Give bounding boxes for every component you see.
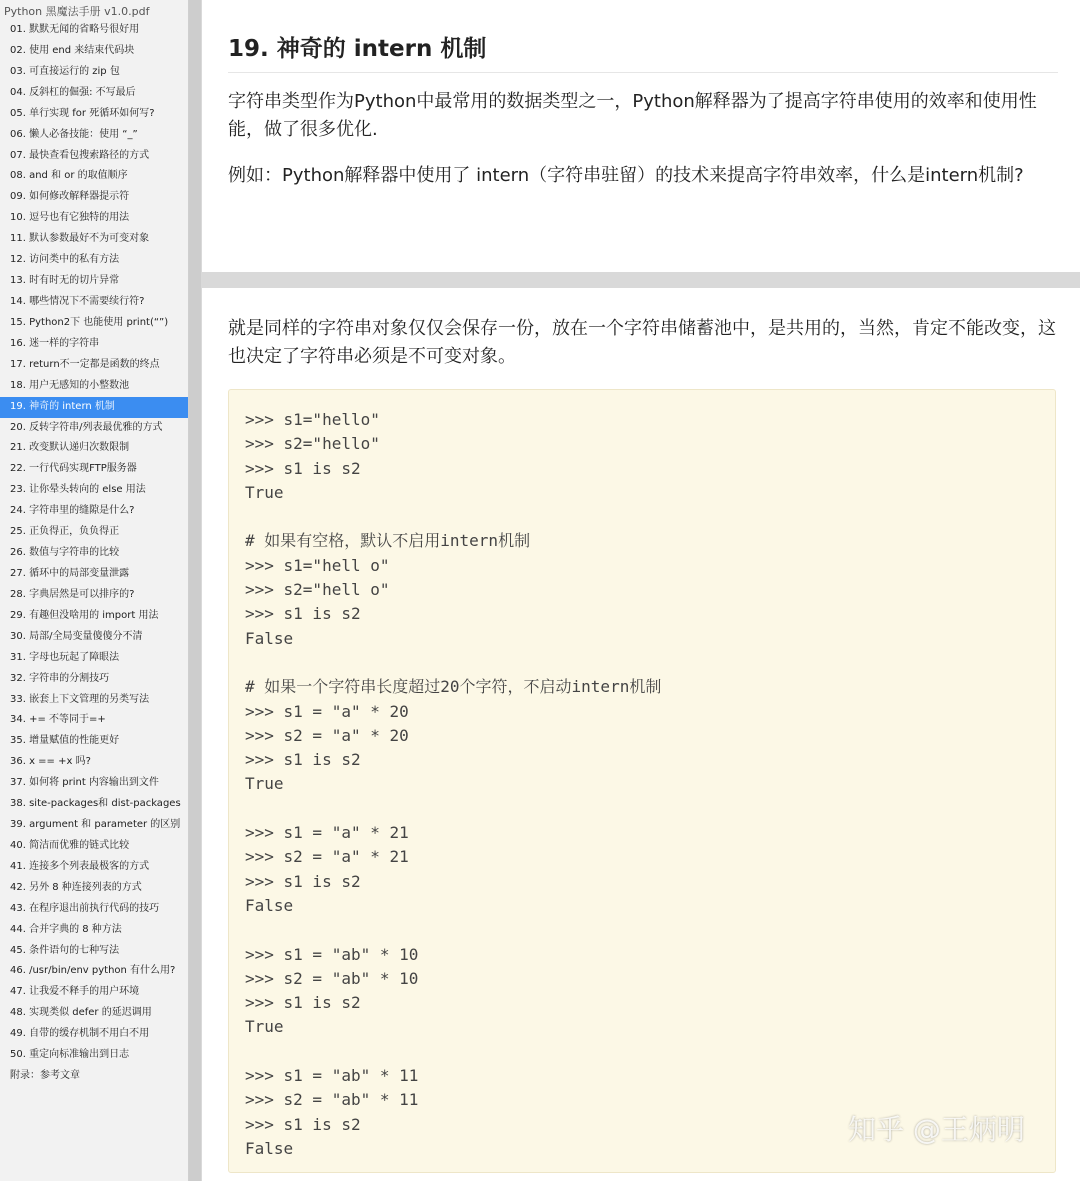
outline-item[interactable]: 08. and 和 or 的取值顺序 — [10, 170, 128, 182]
code-line: # 如果一个字符串长度超过20个字符，不启动intern机制 — [245, 677, 662, 697]
outline-item[interactable]: 43. 在程序退出前执行代码的技巧 — [10, 902, 160, 914]
code-line: >>> s1 = "ab" * 11 — [245, 1066, 419, 1086]
code-line: >>> s1="hello" — [245, 410, 380, 429]
outline-item[interactable]: 29. 有趣但没啥用的 import 用法 — [10, 609, 159, 621]
code-line: >>> s1 = "a" * 21 — [245, 823, 409, 843]
code-line — [245, 505, 661, 529]
outline-item[interactable]: 34. += 不等同于=+ — [10, 714, 106, 726]
question-paragraph: 例如：Python解释器中使用了 intern（字符串驻留）的技术来提高字符串效率，什么是intern机制? — [228, 165, 1024, 186]
outline-item[interactable]: 37. 如何将 print 内容输出到文件 — [10, 777, 159, 789]
code-line: False — [245, 628, 294, 648]
outline-item[interactable]: 01. 默默无闻的省略号很好用 — [10, 24, 140, 35]
outline-item[interactable]: 48. 实现类似 defer 的延迟调用 — [10, 1007, 152, 1019]
outline-item[interactable]: 31. 字母也玩起了障眼法 — [10, 651, 120, 663]
code-lines — [245, 408, 661, 1161]
outline-item[interactable]: 46. /usr/bin/env python 有什么用? — [10, 965, 176, 977]
code-line — [245, 1040, 661, 1064]
code-block — [228, 389, 1056, 1173]
outline-item[interactable]: 26. 数值与字符串的比较 — [10, 547, 120, 559]
code-line: >>> s2 = "a" * 20 — [245, 725, 409, 745]
outline-item[interactable]: 14. 哪些情况下不需要续行符? — [10, 295, 145, 307]
outline-item[interactable]: 13. 时有时无的切片异常 — [10, 275, 120, 287]
outline-item[interactable]: 27. 循环中的局部变量泄露 — [10, 567, 130, 579]
outline-item[interactable]: 04. 反斜杠的倔强: 不写最后 — [10, 86, 136, 98]
code-line: >>> s1 = "ab" * 10 — [245, 944, 419, 964]
outline-item[interactable]: 23. 让你晕头转向的 else 用法 — [10, 484, 146, 496]
code-line — [245, 797, 661, 821]
outline-item[interactable]: 06. 懒人必备技能：使用 “_” — [10, 128, 138, 140]
outline-item[interactable]: 47. 让我爱不释手的用户环境 — [10, 986, 140, 998]
outline-item[interactable]: 50. 重定向标准输出到日志 — [10, 1049, 130, 1061]
outline-item[interactable]: 02. 使用 end 来结束代码块 — [10, 44, 135, 56]
explanation-paragraph: 就是同样的字符串对象仅仅会保存一份，放在一个字符串储蓄池中，是共用的，当然，肯定不能改变，这也决定了字符串必须是不可变对象。 — [228, 318, 1056, 367]
code-line: >>> s2 = "ab" * 11 — [245, 1090, 419, 1110]
outline-item[interactable]: 11. 默认参数最好不为可变对象 — [10, 233, 150, 245]
outline-item[interactable]: 33. 嵌套上下文管理的另类写法 — [10, 693, 150, 705]
code-line: >>> s1 is s2 — [245, 1114, 361, 1134]
code-line: >>> s2 = "a" * 21 — [245, 847, 409, 867]
code-line: >>> s1 is s2 — [245, 750, 361, 770]
outline-item[interactable]: 45. 条件语句的七种写法 — [10, 944, 120, 956]
section-heading: 19. 神奇的 intern 机制 — [228, 30, 1058, 73]
outline-item[interactable]: 44. 合并字典的 8 种方法 — [10, 923, 122, 935]
code-line: True — [245, 774, 284, 794]
sidebar-divider[interactable] — [189, 0, 201, 1181]
outline-item[interactable]: 28. 字典居然是可以排序的? — [10, 588, 135, 600]
code-line: >>> s1 is s2 — [245, 871, 361, 891]
table-of-contents — [0, 20, 188, 1087]
document-title: Python 黑魔法手册 v1.0.pdf — [4, 5, 150, 18]
outline-item[interactable]: 20. 反转字符串/列表最优雅的方式 — [10, 421, 163, 433]
outline-item[interactable]: 35. 增量赋值的性能更好 — [10, 735, 120, 747]
code-line: False — [245, 895, 294, 915]
outline-item[interactable]: 32. 字符串的分割技巧 — [10, 672, 110, 684]
outline-item[interactable]: 41. 连接多个列表最极客的方式 — [10, 860, 150, 872]
outline-item[interactable]: 40. 简洁而优雅的链式比较 — [10, 839, 130, 851]
code-line: >>> s1="hell o" — [245, 555, 390, 575]
outline-item[interactable]: 38. site-packages和 dist-packages — [10, 798, 181, 810]
outline-item[interactable]: 05. 单行实现 for 死循环如何写? — [10, 107, 155, 119]
outline-item[interactable]: 03. 可直接运行的 zip 包 — [10, 65, 120, 77]
pdf-page-2 — [202, 288, 1080, 1181]
outline-sidebar — [0, 0, 189, 1181]
outline-item[interactable]: 24. 字符串里的缝隙是什么? — [10, 505, 135, 517]
code-line: >>> s1 is s2 — [245, 604, 361, 624]
code-line — [245, 918, 661, 942]
code-line: True — [245, 1017, 284, 1037]
outline-item[interactable]: 21. 改变默认递归次数限制 — [10, 442, 130, 454]
outline-item[interactable]: 18. 用户无感知的小整数池 — [10, 379, 130, 391]
outline-item[interactable]: 10. 逗号也有它独特的用法 — [10, 212, 130, 224]
outline-item[interactable]: 39. argument 和 parameter 的区别 — [10, 819, 181, 831]
outline-item[interactable]: 22. 一行代码实现FTP服务器 — [10, 463, 137, 475]
outline-item[interactable]: 42. 另外 8 种连接列表的方式 — [10, 881, 142, 893]
code-line: >>> s2 = "ab" * 10 — [245, 968, 419, 988]
outline-item[interactable]: 09. 如何修改解释器提示符 — [10, 191, 130, 203]
code-line: True — [245, 482, 284, 502]
pdf-page-1 — [202, 0, 1080, 272]
outline-item[interactable]: 25. 正负得正，负负得正 — [10, 526, 120, 538]
code-line: # 如果有空格，默认不启用intern机制 — [245, 531, 531, 551]
watermark-text: 知乎 @王炳明 — [848, 1113, 1025, 1146]
outline-item[interactable]: 30. 局部/全局变量傻傻分不清 — [10, 630, 143, 642]
outline-item[interactable]: 07. 最快查看包搜索路径的方式 — [10, 149, 150, 161]
outline-item[interactable]: 15. Python2下 也能使用 print(“”) — [10, 316, 169, 328]
code-line: False — [245, 1138, 294, 1158]
outline-item[interactable]: 附录：参考文章 — [10, 1070, 80, 1082]
outline-item[interactable]: 49. 自带的缓存机制不用白不用 — [10, 1028, 150, 1040]
outline-item[interactable]: 19. 神奇的 intern 机制 — [0, 397, 188, 418]
code-line: >>> s2="hello" — [245, 434, 380, 454]
outline-item[interactable]: 12. 访问类中的私有方法 — [10, 254, 120, 266]
code-line: >>> s2="hell o" — [245, 580, 390, 600]
outline-item[interactable]: 16. 迷一样的字符串 — [10, 337, 100, 349]
code-line: >>> s1 = "a" * 20 — [245, 701, 409, 721]
code-line: >>> s1 is s2 — [245, 458, 361, 478]
outline-item[interactable]: 17. return不一定都是函数的终点 — [10, 358, 160, 370]
code-line: >>> s1 is s2 — [245, 993, 361, 1013]
outline-item[interactable]: 36. x == +x 吗? — [10, 756, 91, 768]
intro-paragraph: 字符串类型作为Python中最常用的数据类型之一，Python解释器为了提高字符串使用的效率和使用性能，做了很多优化. — [228, 91, 1037, 140]
code-line — [245, 651, 661, 675]
